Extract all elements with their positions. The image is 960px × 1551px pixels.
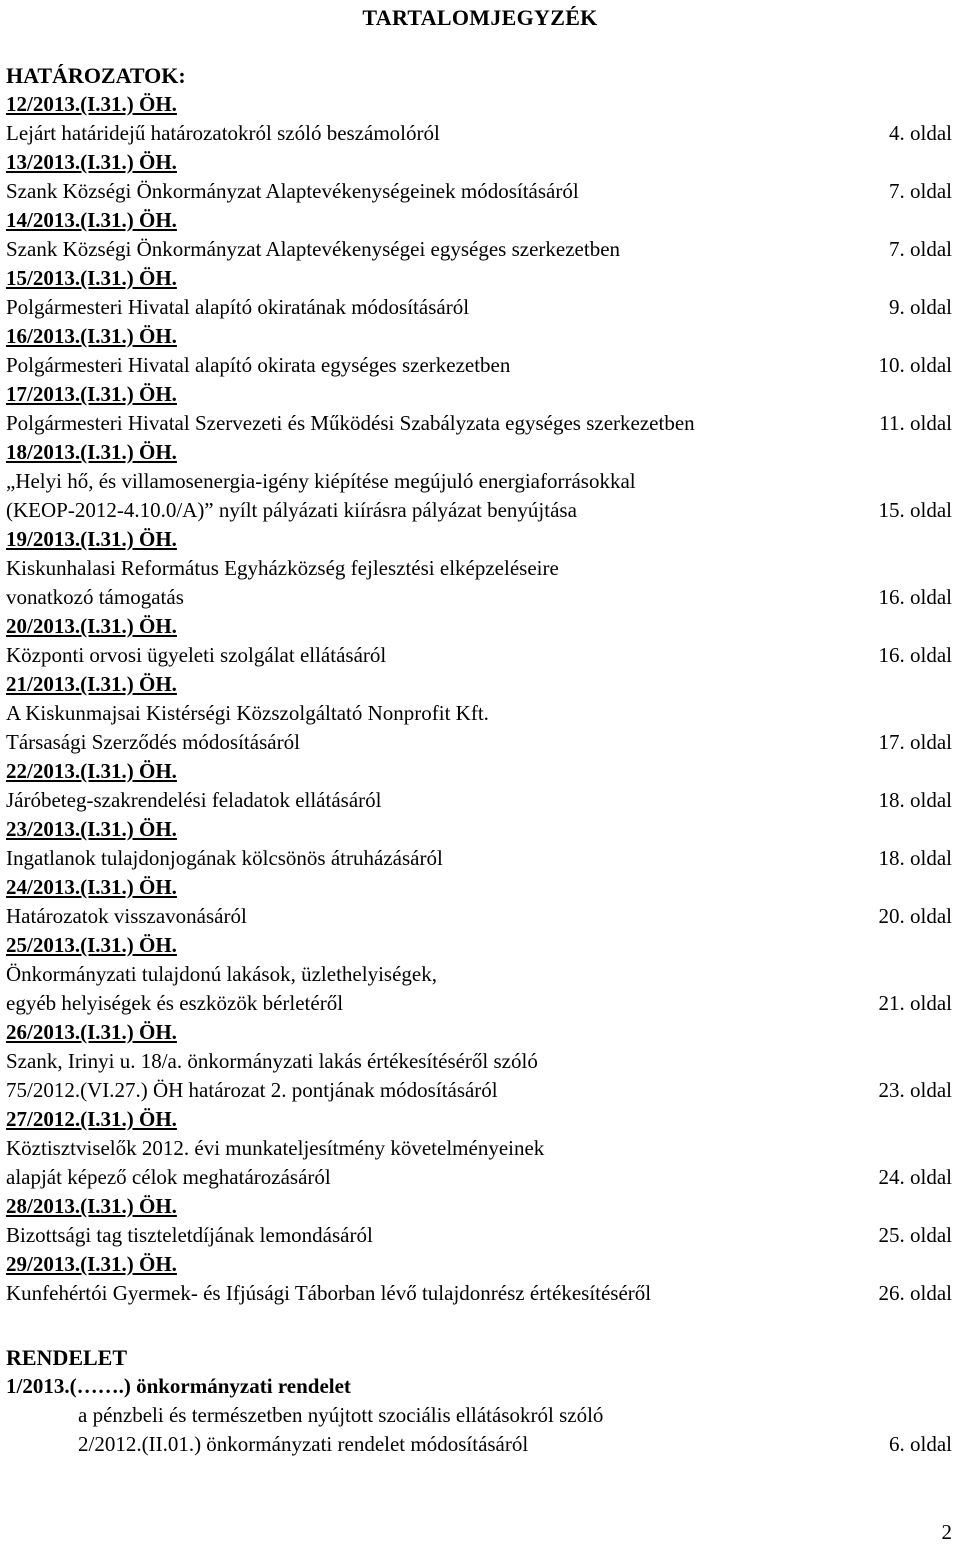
entry-number: 20/2013.(I.31.) ÖH. [6,614,177,638]
rendelet-line-text: 2/2012.(II.01.) önkormányzati rendelet módosításáról [78,1432,529,1456]
entry-number: 21/2013.(I.31.) ÖH. [6,672,177,696]
entry-line [6,989,952,1018]
entry-line [6,351,952,380]
section-heading-hatarozatok: HATÁROZATOK: [6,63,186,88]
entry-page-ref: 18. oldal [878,788,952,812]
entry-title: egyéb helyiségek és eszközök bérletéről [6,991,344,1015]
entry-title: Polgármesteri Hivatal alapító okiratának módosításáról [6,295,470,319]
entry-page-ref: 16. oldal [878,643,952,667]
entry-line [6,293,952,322]
entry-line [6,1221,952,1250]
entry-title: Bizottsági tag tiszteletdíjának lemondásáról [6,1223,373,1247]
entry-title: Határozatok visszavonásáról [6,904,247,928]
entry-number: 23/2013.(I.31.) ÖH. [6,817,177,841]
entry-line [6,641,952,670]
entry-title: Polgármesteri Hivatal Szervezeti és Működési Szabályzata egységes szerkezetben [6,411,695,435]
entry-title: vonatkozó támogatás [6,585,184,609]
entry-title: Szank, Irinyi u. 18/a. önkormányzati lakás értékesítéséről szóló [6,1049,538,1073]
entry-line [6,902,952,931]
entry-line [6,467,952,496]
entry-number: 14/2013.(I.31.) ÖH. [6,208,177,232]
entry-line [6,844,952,873]
entry-title: (KEOP-2012-4.10.0/A)” nyílt pályázati kiírásra pályázat benyújtása [6,498,577,522]
entry-line [6,728,952,757]
entry-page-ref: 23. oldal [878,1078,952,1102]
rendelet-line-text: a pénzbeli és természetben nyújtott szociális ellátásokról szóló [78,1403,604,1427]
entry-title: „Helyi hő, és villamosenergia-igény kiépítése megújuló energiaforrásokkal [6,469,636,493]
entry-title: Központi orvosi ügyeleti szolgálat ellátásáról [6,643,387,667]
entry-number: 29/2013.(I.31.) ÖH. [6,1252,177,1276]
entry-line [6,554,952,583]
entry-title: Lejárt határidejű határozatokról szóló beszámolóról [6,121,440,145]
entry-page-ref: 18. oldal [878,846,952,870]
entry-number: 24/2013.(I.31.) ÖH. [6,875,177,899]
entry-line [6,496,952,525]
rendelet-line [6,1401,952,1430]
entry-page-ref: 26. oldal [878,1281,952,1305]
entry-page-ref: 10. oldal [878,353,952,377]
entry-title: Kunfehértói Gyermek- és Ifjúsági Táborban lévő tulajdonrész értékesítéséről [6,1281,652,1305]
entry-number: 27/2012.(I.31.) ÖH. [6,1107,177,1131]
rendelet-number: 1/2013.(…….) önkormányzati rendelet [6,1374,351,1398]
entry-line [6,119,952,148]
page-number: 2 [941,1520,952,1544]
entry-page-ref: 11. oldal [879,411,952,435]
entry-line [6,699,952,728]
entry-title: Szank Községi Önkormányzat Alaptevékenységeinek módosításáról [6,179,579,203]
entry-line [6,1163,952,1192]
page-title: TARTALOMJEGYZÉK [362,5,598,30]
rendelet-section [6,1343,952,1459]
entry-title: Járóbeteg-szakrendelési feladatok ellátásáról [6,788,382,812]
entry-page-ref: 7. oldal [889,237,952,261]
entry-page-ref: 7. oldal [889,179,952,203]
entry-line [6,960,952,989]
entry-line [6,235,952,264]
entry-title: Polgármesteri Hivatal alapító okirata egységes szerkezetben [6,353,511,377]
entry-line [6,1047,952,1076]
entry-number: 25/2013.(I.31.) ÖH. [6,933,177,957]
entry-number: 12/2013.(I.31.) ÖH. [6,92,177,116]
entry-number: 15/2013.(I.31.) ÖH. [6,266,177,290]
entry-number: 22/2013.(I.31.) ÖH. [6,759,177,783]
entry-title: Ingatlanok tulajdonjogának kölcsönös átruházásáról [6,846,443,870]
entry-line [6,409,952,438]
entry-title: Kiskunhalasi Református Egyházközség fejlesztési elképzeléseire [6,556,559,580]
rendelet-line-page: 6. oldal [889,1432,952,1456]
entry-line [6,1076,952,1105]
entry-page-ref: 9. oldal [889,295,952,319]
entry-page-ref: 21. oldal [878,991,952,1015]
rendelet-heading: RENDELET [6,1345,128,1370]
entry-title: Köztisztviselők 2012. évi munkateljesítmény követelményeinek [6,1136,545,1160]
entry-title: 75/2012.(VI.27.) ÖH határozat 2. pontjának módosításáról [6,1078,498,1102]
entry-number: 26/2013.(I.31.) ÖH. [6,1020,177,1044]
entry-page-ref: 16. oldal [878,585,952,609]
entry-line [6,583,952,612]
entry-title: Önkormányzati tulajdonú lakások, üzlethelyiségek, [6,962,437,986]
entry-page-ref: 24. oldal [878,1165,952,1189]
entry-page-ref: 4. oldal [889,121,952,145]
entry-title: Társasági Szerződés módosításáról [6,730,300,754]
entry-page-ref: 17. oldal [878,730,952,754]
entry-page-ref: 20. oldal [878,904,952,928]
entry-page-ref: 25. oldal [878,1223,952,1247]
entry-number: 18/2013.(I.31.) ÖH. [6,440,177,464]
toc-list [6,90,952,1308]
entry-title: A Kiskunmajsai Kistérségi Közszolgáltató Nonprofit Kft. [6,701,489,725]
entry-page-ref: 15. oldal [878,498,952,522]
entry-number: 13/2013.(I.31.) ÖH. [6,150,177,174]
entry-number: 19/2013.(I.31.) ÖH. [6,527,177,551]
entry-line [6,1279,952,1308]
entry-line [6,1134,952,1163]
entry-line [6,177,952,206]
entry-number: 16/2013.(I.31.) ÖH. [6,324,177,348]
entry-title: Szank Községi Önkormányzat Alaptevékenységei egységes szerkezetben [6,237,621,261]
entry-title: alapját képező célok meghatározásáról [6,1165,331,1189]
rendelet-line [6,1430,952,1459]
entry-number: 17/2013.(I.31.) ÖH. [6,382,177,406]
entry-number: 28/2013.(I.31.) ÖH. [6,1194,177,1218]
entry-line [6,786,952,815]
